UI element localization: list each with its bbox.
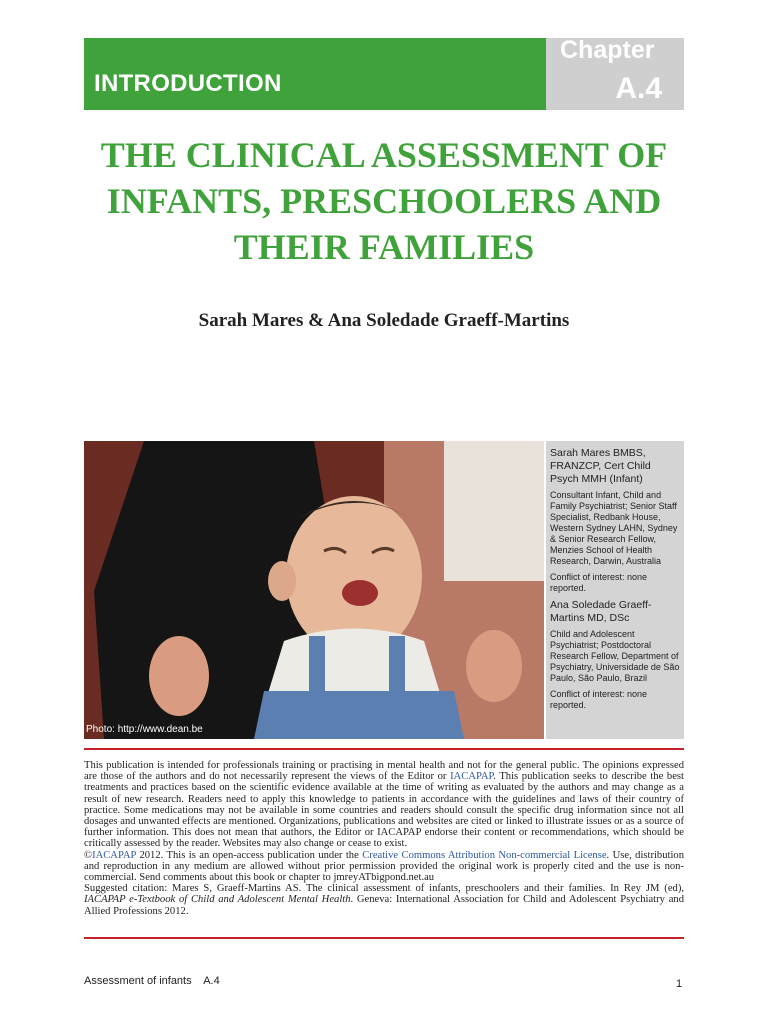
citation-book-title: IACAPAP e-Textbook of Child and Adolescent Mental Health (84, 894, 351, 906)
copyright-paragraph (84, 850, 684, 884)
top-divider (84, 748, 684, 750)
author2-name: Ana Soledade Graeff-Martins MD, DSc (550, 599, 652, 624)
section-label: INTRODUCTION (94, 70, 282, 97)
chapter-number: A.4 (615, 72, 662, 105)
header-bar (84, 38, 546, 110)
cover-photo (84, 441, 544, 739)
page-title (84, 132, 684, 270)
author1-name: Sarah Mares BMBS, FRANZCP, Cert Child Psych MMH (Infant) (550, 447, 651, 485)
photo-credit: Photo: http://www.dean.be (86, 724, 203, 735)
authors: Sarah Mares & Ana Soledade Graeff-Martins (198, 310, 570, 331)
citation-text-2: . Geneva: International Association for Child and Adolescent Psychiatry and Allied Professions 2012. (84, 894, 684, 917)
copyright-symbol: © (84, 849, 93, 861)
disclaimer-block (84, 760, 684, 917)
crying-baby-illustration (84, 441, 544, 739)
footer-running-title: Assessment of infants A.4 (84, 975, 220, 987)
copyright-text-1: 2012. This is an open-access publication under the (136, 849, 363, 861)
copyright-text-2: . Use, distribution and reproduction in any medium are allowed without prior permission provided the original work is properly cited and the use is non-commercial. Send comments about this book or chapter to jmreyATbigpond.net.au (84, 849, 685, 884)
iacapap-copyright-link[interactable]: IACAPAP (92, 849, 137, 861)
citation-text-1: Suggested citation: Mares S, Graeff-Martins AS. The clinical assessment of infants, preschoolers and their families. In Rey JM (ed), (84, 883, 684, 895)
title-line-1: THE CLINICAL ASSESSMENT OF (100, 135, 668, 175)
author2-conflict: Conflict of interest: none reported. (550, 689, 648, 710)
disclaimer-paragraph (84, 760, 684, 850)
iacapap-link[interactable]: IACAPAP (450, 771, 494, 783)
author1-affiliation: Consultant Infant, Child and Family Psychiatrist; Senior Staff Specialist, Redbank House, Western Sydney LAHN, Sydney & Senior Research Fellow, Menzies School of Health Research, Darwin, Australia (550, 490, 678, 566)
license-link[interactable]: Creative Commons Attribution Non-commercial License (362, 849, 607, 861)
disclaimer-text-1: This publication is intended for professionals training or practising in mental health and not for the general public. The opinions expressed are those of the authors and do not necessarily represent the views of the Editor or (84, 760, 684, 783)
title-line-2: INFANTS, PRESCHOOLERS AND (106, 181, 662, 221)
page-number: 1 (676, 978, 683, 990)
citation-paragraph (84, 883, 684, 917)
disclaimer-text-2: . This publication seeks to describe the best treatments and practices based on the scientific evidence available at the time of writing as evaluated by the authors and may change as a result of new research. Readers need to apply this knowledge to patients in accordance with the guidelines and laws of their country of practice. Some medications may not be available in some countries and readers should consult the specific drug information since not all dosages and unwanted effects are mentioned. Organizations, publications and websites are cited or linked to illustrate issues or as a source of further information. This does not mean that authors, the Editor or IACAPAP endorse their content or recommendations, which should be critically assessed by the reader. Websites may also change or cease to exist. (84, 771, 684, 850)
author2-affiliation: Child and Adolescent Psychiatrist; Postdoctoral Research Fellow, Department of Psychiatry, Universidade de São Paulo, São Paulo, Brazil (550, 629, 680, 683)
author-sidebar (546, 441, 684, 739)
author1-conflict: Conflict of interest: none reported. (550, 572, 648, 593)
chapter-box (546, 38, 684, 110)
bottom-divider (84, 937, 684, 939)
title-line-3: THEIR FAMILIES (233, 227, 535, 267)
chapter-word: Chapter (560, 36, 655, 64)
